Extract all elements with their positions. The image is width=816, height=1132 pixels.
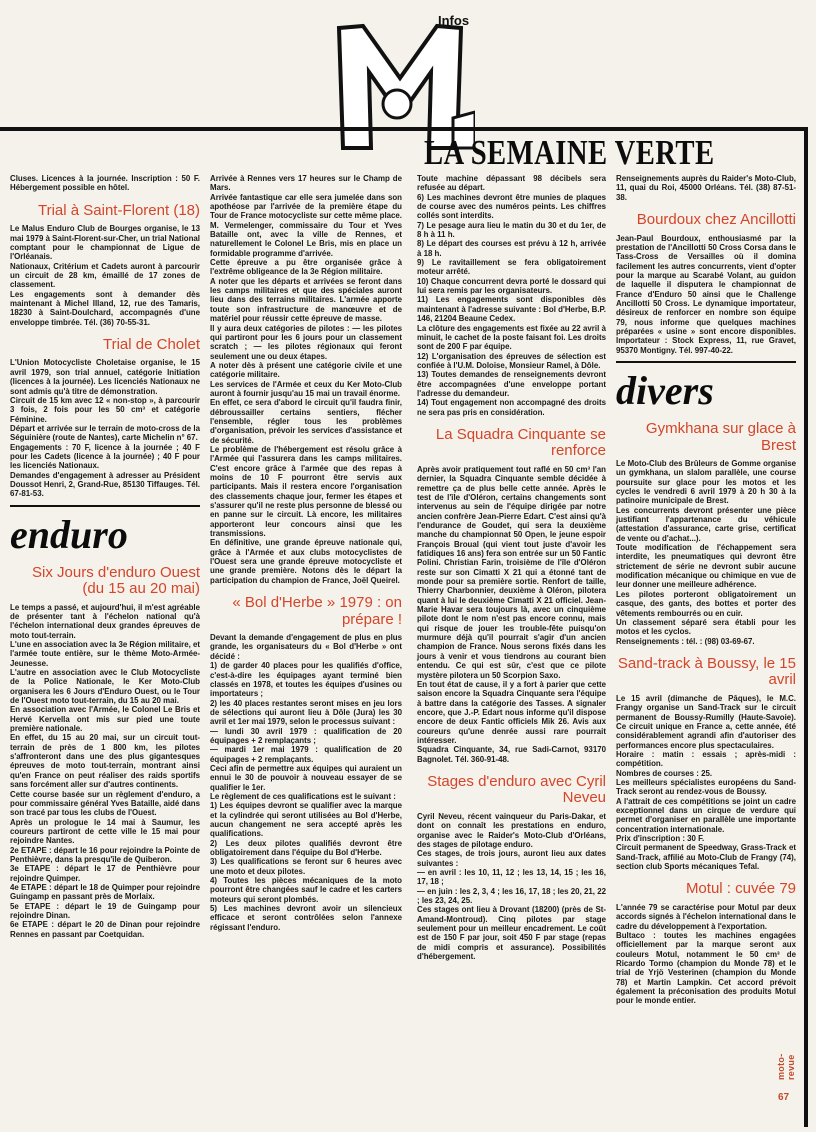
right-border-rule bbox=[804, 127, 808, 1127]
rubric-rule bbox=[616, 361, 796, 363]
article-text: 3) Les qualifications se feront sur 6 heures avec une moto et deux pilotes. bbox=[210, 857, 402, 876]
article-text: Circuit permanent de Speedway, Grass-Track et Sand-Track, affilié au Moto-Club de Frangy (74), section club Sports mécaniques Tefal. bbox=[616, 843, 796, 872]
article-text: Toute modification de l'échappement sera interdite, les pneumatiques qui devront être strictement de série ne devront subir aucune modification mécanique ou chimique en vue de leur donner une meilleure adhérence. bbox=[616, 543, 796, 590]
article-text: Cette course basée sur un règlement d'enduro, a pour commissaire général Yves Bataille, aidé dans son tracé par tous les clubs de l'Ouest. bbox=[10, 789, 200, 818]
article-text: Cyril Neveu, récent vainqueur du Paris-Dakar, et dont on connaît les prestations en enduro, organise avec le Raider's Moto-Club d'Orléans, des stages de pilotage enduro. bbox=[417, 811, 606, 849]
article-text: 10) Chaque concurrent devra porté le dossard qui lui sera remis par les organisateurs. bbox=[417, 276, 606, 296]
article-text: En définitive, une grande épreuve nationale qui, grâce à l'Armée et aux clubs motocyclistes de l'Ouest sera une grande épreuve motocycliste et une grande première. Notons dès le départ la participation du champion de France, Joël Queirel. bbox=[210, 538, 402, 585]
article-text: Un classement séparé sera établi pour les motos et les cyclos. bbox=[616, 617, 796, 637]
column-4 bbox=[616, 174, 796, 1006]
article-text: Le Moto-Club des Brûleurs de Gomme organise un gymkhana, un slalom parallèle, une course poursuite sur glace pour les motos et les cycles le vendredi 6 avril 1979 à 20 h 30 à la patinoire municipale de Brest. bbox=[616, 459, 796, 506]
article-text: En effet, du 15 au 20 mai, sur un circuit tout-terrain de près de 1 800 km, les pilotes s'affronteront dans une des plus gigantesques épreuves de moto tout-terrain, montrant ainsi qu'en France on peut réaliser des raids sportifs sans forcément aller sur d'autres continents. bbox=[10, 733, 200, 790]
article-text: 5e ETAPE : départ le 19 de Guingamp pour rejoindre Dinan. bbox=[10, 901, 200, 920]
article-text: 8) Le départ des courses est prévu à 12 h, arrivée à 18 h. bbox=[417, 239, 606, 258]
article-text: Les concurrents devront présenter une pièce justifiant l'appartenance du véhicule (attestation d'assurance, carte grise, certificat de vente ou d'achat...). bbox=[616, 505, 796, 543]
column-2 bbox=[210, 174, 402, 932]
article-text: Arrivée fantastique car elle sera jumelée dans son apothéose par l'arrivée de la première étape du Tour de France motocycliste sur cette même place. M. Vermelenger, commissaire du Tour et Yves Bataille ont, avec la ville de Rennes, et naturellement le Colonel Le Bris, mis en place un formidable programme d'arrivée. bbox=[210, 192, 402, 258]
article-text: Horaire : matin : essais ; après-midi : compétition. bbox=[616, 749, 796, 769]
article-text: Il y aura deux catégories de pilotes : — les pilotes qui partiront pour les 6 jours pour un classement scratch ; — les pilotes régionaux qui feront seulement une ou deux étapes. bbox=[210, 323, 402, 361]
article-text: Demandes d'engagement à adresser au Président Doussot Henri, 2, Grand-Rue, 85130 Tiffauges. Tél. 67-81-53. bbox=[10, 470, 200, 499]
section-title: Stages d'enduro avec Cyril Neveu bbox=[427, 772, 606, 807]
article-text: En tout état de cause, il y a fort à parier que cette saison encore la Squadra Cinquante sera l'équipe à battre dans la catégorie des Tasses. A signaler encore, que J.-P. Edart nous informe qu'il dispose encore de deux Fantic officiels Mik 26. Avis aux coureurs qu'une denrée aussi rare pourrait intéresser. bbox=[417, 679, 606, 745]
article-text: Jean-Paul Bourdoux, enthousiasmé par la prestation de l'Ancillotti 50 Cross Corsa dans le Tass-Cross de Versailles où il domina facilement les autres concurrents, vient d'opter pour la marque au Scarabé Volant, au guidon de laquelle il disputera le championnat de France d'Enduro 50 ainsi que le Challenge Ancillotti 50 Cross. Le dynamique importateur, désireux de renforcer en nombre son équipe 79, nous informe que quelques machines préparées « usine » sont encore disponibles. Importateur : Stock Express, 11, rue Gravet, 95370 Montigny. Tél. 997-40-22. bbox=[616, 233, 796, 355]
article-text: 12) L'organisation des épreuves de sélection est confiée à l'U.M. Doloise, Monsieur Ramel, à Dôle. bbox=[417, 351, 606, 370]
article-text: Le règlement de ces qualifications est le suivant : bbox=[210, 791, 396, 801]
article-text: Nombres de courses : 25. bbox=[616, 768, 713, 778]
article-text: 14) Tout engagement non accompagné des droits ne sera pas pris en considération. bbox=[417, 398, 606, 417]
rubric-enduro: enduro bbox=[10, 511, 128, 557]
article-text: A noter que les départs et arrivées se feront dans les camps militaires et que des spéciales auront lieu dans des terrains militaires. L'armée apporte toute son infrastructure de manœuvre et de matériel pour réussir cette épreuve de masse. bbox=[210, 276, 402, 324]
article-text: A l'attrait de ces compétitions se joint un cadre exceptionnel dans un cirque de verdure qui permet d'organiser en parallèle une importante concentration internationale. bbox=[616, 796, 796, 834]
article-text: Cette épreuve a pu être organisée grâce à l'extrême obligeance de la 3e Région militaire. bbox=[210, 258, 402, 277]
article-text: Le 15 avril (dimanche de Pâques), le M.C. Frangy organise un Sand-Track sur le circuit permanent de Boussy-Rumilly (Haute-Savoie). Ce circuit unique en France a, cette année, été considérablement agrandi afin d'autoriser des performances encore plus spectaculaires. bbox=[616, 693, 796, 750]
article-text: Renseignements : tél. : (98) 03-69-67. bbox=[616, 636, 755, 646]
article-text: La clôture des engagements est fixée au 22 avril à minuit, le cachet de la poste faisant foi. Les droits sont de 200 F par équipe. bbox=[417, 323, 606, 352]
section-title: La Squadra Cinquante se renforce bbox=[435, 425, 606, 460]
article-text: 3e ETAPE : départ le 17 de Penthièvre pour rejoindre Quimper. bbox=[10, 864, 200, 883]
article-text: En association avec l'Armée, le Colonel Le Bris et Hervé Kervella ont mis sur pied une toute première nationale. bbox=[10, 705, 200, 734]
article-text: L'une en association avec la 3e Région militaire, et l'armée toute entière, sur le thème Moto-Armée-Jeunesse. bbox=[10, 640, 201, 668]
article-text: — en avril : les 10, 11, 12 ; les 13, 14, 15 ; les 16, 17, 18 ; bbox=[417, 868, 606, 887]
article-text: Toute machine dépassant 98 décibels sera refusée au départ. bbox=[417, 174, 606, 193]
article-text: L'autre en association avec le Club Motocycliste de la Police Nationale, le Ker Moto-Club organisera les 6 Jours d'Enduro Ouest, ou le Tour de l'Ouest moto tout-terrain, du 15 au 20 mai. bbox=[10, 668, 200, 706]
article-text: Départ et arrivée sur le terrain de moto-cross de la Séguinière (route de Nantes), carte Michelin n° 67. bbox=[10, 423, 200, 443]
article-text: 2) Les deux pilotes qualifiés devront être obligatoirement dans l'équipe du Bol d'Herbe. bbox=[210, 838, 402, 858]
article-text: En effet, ce sera d'abord le circuit qu'il faudra finir, débroussailler certains sentiers, flécher l'ensemble, régler tous les problèmes d'organisation, prévoir les services d'assistance et de sécurité. bbox=[210, 398, 402, 445]
article-text: Ces stages ont lieu à Drovant (18200) (près de St-Amand-Montroud). Cinq pilotes par stage seulement pour un meilleur encadrement. Le coût est de 150 F par jour, soit 450 F par stage (repas de midi compris et assurance). Possibilités d'hébergement. bbox=[417, 905, 606, 962]
rubric-divers: divers bbox=[616, 368, 714, 413]
article-text: 13) Toutes demandes de renseignements devront être accompagnées d'une enveloppe portant l'adresse du demandeur. bbox=[417, 370, 606, 398]
article-text: — mardi 1er mai 1979 : qualification de 20 équipages + 2 remplaçants. bbox=[210, 745, 402, 764]
article-text: Le temps a passé, et aujourd'hui, il m'est agréable de présenter tant à l'échelon national qu'à l'échelon international deux grandes épreuves de moto tout-terrain. bbox=[10, 602, 200, 640]
article-text: Squadra Cinquante, 34, rue Sadi-Carnot, 93170 Bagnolet. Tél. 360-91-48. bbox=[417, 745, 606, 764]
article-text: — en juin : les 2, 3, 4 ; les 16, 17, 18 ; les 20, 21, 22 ; les 23, 24, 25. bbox=[417, 886, 606, 906]
article-text: L'année 79 se caractérise pour Motul par deux accords signés à l'échelon international dans le cadre du développement à l'exportation. bbox=[616, 902, 796, 931]
article-text: 6e ETAPE : départ le 20 de Dinan pour rejoindre Rennes en passant par Coetquidan. bbox=[10, 920, 200, 939]
article-text: Les meilleurs spécialistes européens du Sand-Track seront au rendez-vous de Boussy. bbox=[616, 777, 796, 797]
article-text: 4e ETAPE : départ le 18 de Quimper pour rejoindre Guingamp en passant près de Morlaix. bbox=[10, 882, 200, 902]
article-text: A noter dès à présent une catégorie civile et une catégorie militaire. bbox=[210, 360, 402, 380]
section-title: Trial de Cholet bbox=[103, 335, 200, 353]
article-text: 2e ETAPE : départ le 16 pour rejoindre la Pointe de Penthièvre, dans la presqu'île de Quiberon. bbox=[10, 845, 200, 864]
article-text: 4) Toutes les pièces mécaniques de la moto pourront être changées sauf le cadre et les carters moteurs qui seront plombés. bbox=[210, 876, 402, 904]
article-text: 6) Les machines devront être munies de plaques de course avec des numéros peints. Les chiffres collés sont interdits. bbox=[417, 192, 606, 221]
article-text: L'Union Motocycliste Choletaise organise, le 15 avril 1979, son trial annuel, catégorie Initiation (licences à la journée). Les licenciés Nationaux ne sont admis qu'à titre de démonstration. bbox=[10, 358, 200, 396]
section-title: Motul : cuvée 79 bbox=[685, 880, 796, 898]
article-text: Arrivée à Rennes vers 17 heures sur le Champ de Mars. bbox=[210, 174, 402, 193]
article-text: Ceci afin de permettre aux équipes qui auraient un ennui le 30 de pouvoir à nouveau essayer de se qualifier le 1er. bbox=[210, 763, 402, 792]
header-rule bbox=[0, 127, 808, 131]
article-text: 9) Le ravitaillement se fera obligatoirement moteur arrêté. bbox=[417, 258, 606, 277]
page-number: 67 bbox=[778, 1092, 790, 1103]
article-text: Après un prologue le 14 mai à Saumur, les coureurs partiront de cette ville le 15 mai pour rejoindre Nantes. bbox=[10, 817, 200, 846]
article-text: Cluses. Licences à la journée. Inscription : 50 F. Hébergement possible en hôtel. bbox=[10, 174, 200, 193]
article-text: Circuit de 15 km avec 12 « non-stop », à parcourir 3 fois, 2 fois pour les 50 cm³ et catégorie Féminine. bbox=[10, 395, 200, 424]
article-text: Renseignements auprès du Raider's Moto-Club, 11, quai du Roi, 45000 Orléans. Tél. (38) 87-51-38. bbox=[616, 174, 796, 202]
article-text: 7) Le pesage aura lieu le matin du 30 et du 1er, de 8 h à 11 h. bbox=[417, 220, 606, 240]
column-3 bbox=[417, 174, 606, 961]
article-text: 2) les 40 places restantes seront mises en jeu lors de sélections qui auront lieu à Dôle (Jura) les 30 avril et 1er mai 1979, selon le processus suivant : bbox=[210, 698, 402, 727]
rubric-rule bbox=[10, 505, 200, 507]
article-text: Les services de l'Armée et ceux du Ker Moto-Club auront à fournir jusqu'au 15 mai un travail énorme. bbox=[210, 379, 402, 398]
article-text: Ces stages, de trois jours, auront lieu aux dates suivantes : bbox=[417, 849, 606, 868]
article-text: — lundi 30 avril 1979 : qualification de 20 équipages + 2 remplaçants ; bbox=[210, 726, 402, 745]
section-title: Gymkhana sur glace à Brest bbox=[645, 420, 796, 454]
section-title: Bourdoux chez Ancillotti bbox=[636, 211, 796, 229]
article-text: Engagements : 70 F, licence à la journée ; 40 F pour les Cadets (licence à la journée) ; 40 F pour les licenciés Nationaux. bbox=[10, 442, 200, 471]
section-title: « Bol d'Herbe » 1979 : on prépare ! bbox=[232, 594, 402, 628]
article-text: 5) Les machines devront avoir un silencieux efficace et seront contrôlées selon l'annexe régissant l'enduro. bbox=[210, 904, 402, 932]
article-text: Le Malus Enduro Club de Bourges organise, le 13 mai 1979 à Saint-Florent-sur-Cher, un trial National comptant pour le championnat de Ligue de l'Orléanais. bbox=[10, 224, 200, 262]
magazine-name: moto-revue bbox=[776, 1053, 796, 1080]
section-title: Six Jours d'enduro Ouest (du 15 au 20 mai) bbox=[32, 563, 200, 598]
article-text: Nationaux, Critérium et Cadets auront à parcourir un circuit de 28 km, émaillé de 17 zones de classement. bbox=[10, 261, 200, 290]
article-text: Prix d'inscription : 30 F. bbox=[616, 834, 705, 844]
article-text: Après avoir pratiquement tout raflé en 50 cm³ l'an dernier, la Squadra Cinquante semble décidée à remettre ça de plus belle cette année. Après le test de l'île d'Oléron, certains changements sont intervenus au sein de l'équipe dirigée par notre ancien confrère Jean-Pierre Edart. C'est ainsi qu'à l'endurance de Goudet, qui sera la deuxième manche du championnat 50 Open, le jeune espoir François Broual (qui vient tout juste d'avoir les fatidiques 16 ans) fera son entrée sur un 50 Fantic Polini. Christian Farin, troisième de l'île d'Oléron reste sur son Cimatti X 21 qui a étonné tant de monde pour sa première sortie. Renfort de taille, Thierry Charbonnier, deuxième à Oléron, pilotera quant à lui le deuxième Cimatti X 21 officiel. Jean-Marie Havar sera toujours là, avec un cinquième pilote dont le nom n'est pas encore connu, mais qui risque de jouer les trouble-fête puisqu'on murmure déjà qu'il pourrait s'agir d'un ancien champion de France. Nous serons fixés dans les jours à venir et vous tiendrons au courant bien entendu. Ce qui est sûr, c'est que ce pilote mystère pilotera un 50 Scorpion Saxo. bbox=[417, 464, 606, 680]
article-text: Les pilotes porteront obligatoirement un casque, des gants, des bottes et porter des vêtements rembourrés ou en cuir. bbox=[616, 589, 796, 618]
article-text: Devant la demande d'engagement de plus en plus grande, les organisateurs du « Bol d'Herbe » ont décidé : bbox=[210, 633, 402, 661]
article-text: Le problème de l'hébergement est résolu grâce à l'Armée qui l'assurera dans les camps militaires. C'est encore grâce à l'armée que des repas à moins de 10 F pourront être servis aux participants. Mais il restera encore l'organisation des classements chaque jour, fermer les étapes et s'assurer qu'il ne reste plus personne de blessé ou en panne sur le circuit. Là encore, les militaires apporteront leur concours ainsi que les transmissions. bbox=[210, 444, 402, 539]
infos-label: Infos bbox=[438, 13, 470, 28]
section-title: Trial à Saint-Florent (18) bbox=[38, 201, 200, 219]
article-text: 1) Les équipes devront se qualifier avec la marque et la cylindrée qui seront utilisées au Bol d'Herbe, aucun changement ne sera accepté après les qualifications. bbox=[210, 801, 402, 839]
article-text: Bultaco : toutes les machines engagées officiellement par la marque seront aux couleurs Motul, notamment le 50 cm³ de Ricardo Tormo (champion du Monde 78) et le trial de Yrjö Vesterinen (champion du Monde 78) et Martin Lampkin. Cet accord prévoit également la préconisation des produits Motul pour le monde entier. bbox=[616, 930, 796, 1006]
section-title: Sand-track à Boussy, le 15 avril bbox=[617, 654, 796, 689]
article-text: 11) Les engagements sont disponibles dès maintenant à l'adresse suivante : Bol d'Herbe, B.P. 146, 21204 Beaune Cedex. bbox=[417, 295, 606, 324]
article-text: Les engagements sont à demander dès maintenant à Michel Illand, 12, rue des Tamaris, 18230 à Saint-Doulchard, accompagnés d'une enveloppe timbrée. Tél. (36) 70-55-31. bbox=[10, 289, 200, 327]
article-text: 1) de garder 40 places pour les qualifiés d'office, c'est-à-dire les équipages ayant terminé bien classés en 1978, et toutes les équipes d'usines ou importateurs ; bbox=[210, 661, 402, 699]
column-1 bbox=[10, 174, 200, 939]
page-headline: LA SEMAINE VERTE bbox=[424, 133, 715, 172]
